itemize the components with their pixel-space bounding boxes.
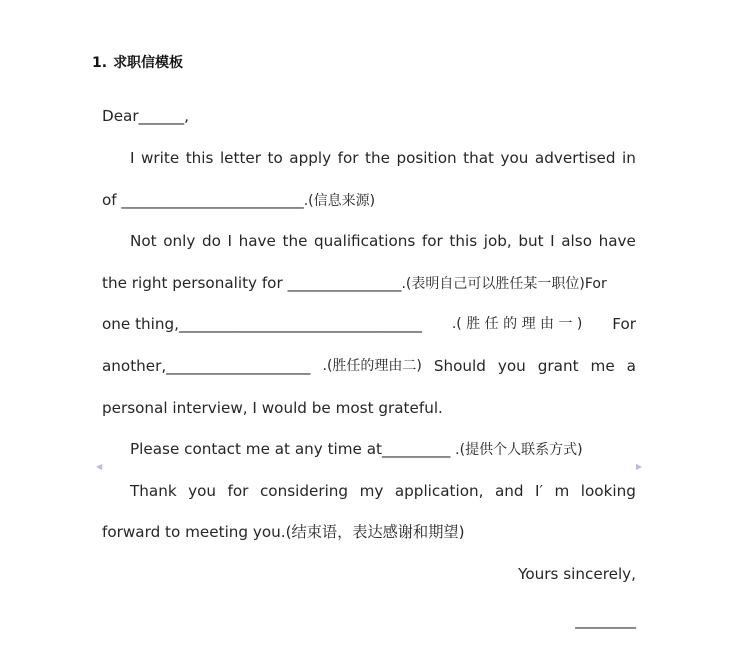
source-note: .(信息来源): [303, 193, 376, 209]
p2-line1-word: also: [561, 232, 592, 250]
right-margin-marker: ▶: [636, 462, 643, 471]
p2-line1-word: have: [598, 232, 636, 250]
p2-line2-text: the right personality for: [102, 274, 283, 292]
p2-line1-word: only: [163, 232, 196, 250]
p2-line1-word: qualifications: [314, 232, 416, 250]
heading-number: 1.: [92, 55, 108, 71]
paragraph-2-line-2: [102, 273, 636, 294]
p1-line1-word: the: [365, 149, 390, 167]
paragraph-4-line-1: [130, 481, 636, 501]
p1-line1-word: apply: [289, 149, 332, 167]
p4-line1-word: my: [359, 482, 384, 500]
signature-blank: ________: [575, 611, 636, 629]
contact-blank: _________: [381, 440, 451, 458]
paragraph-1-line-1: [130, 148, 636, 168]
reason-two-blank: ___________________: [166, 357, 311, 375]
p2-line4-word: a: [626, 357, 636, 375]
p1-line2-start: of: [102, 191, 117, 209]
p1-line1-word: advertised: [534, 149, 616, 167]
contact-note: .(提供个人联系方式): [455, 442, 583, 458]
p1-line1-word: in: [622, 149, 636, 167]
reason-one-note: .( 胜 任 的 理 由 一 ): [451, 316, 583, 332]
source-blank: ________________________: [121, 191, 304, 209]
p4-line1-word: and: [494, 482, 524, 500]
p2-line4-start: another,: [102, 357, 167, 375]
p2-line1-word: for: [421, 232, 443, 250]
p1-line1-word: that: [463, 149, 494, 167]
p2-line1-word: but: [518, 232, 544, 250]
p3-text: Please contact me at any time at: [130, 440, 382, 458]
p4-line1-word: I′: [535, 482, 543, 500]
p2-line1-word: I: [550, 232, 555, 250]
p1-line1-word: letter: [219, 149, 261, 167]
p4-line1-word: application,: [394, 482, 484, 500]
reason-two-note: .(胜任的理由二): [322, 358, 422, 374]
p2-line1-word: job,: [483, 232, 512, 250]
paragraph-1-line-2: [102, 190, 636, 211]
p2-line4-word: Should: [433, 357, 486, 375]
p2-line3-end: For: [612, 315, 636, 333]
position-note: .(表明自己可以胜任某一职位)For: [401, 276, 607, 292]
p1-line1-word: you: [500, 149, 529, 167]
paragraph-4-line-2: forward to meeting you.(结束语，表达感谢和期望): [102, 523, 465, 541]
p2-line3-start: one thing,: [102, 315, 179, 333]
paragraph-3: [130, 439, 636, 460]
p2-line4-word: grant: [537, 357, 579, 375]
p1-line1-word: to: [267, 149, 283, 167]
p4-line1-word: Thank: [130, 482, 177, 500]
paragraph-2-line-5: personal interview, I would be most grateful.: [102, 399, 443, 417]
p1-line1-word: this: [185, 149, 214, 167]
p4-line1-word: for: [227, 482, 249, 500]
p2-line4-word: me: [590, 357, 615, 375]
closing: Yours sincerely,: [518, 565, 636, 583]
heading-title: 求职信模板: [113, 55, 184, 71]
p1-line1-word: position: [396, 149, 457, 167]
p1-line1-word: write: [141, 149, 180, 167]
p2-line1-word: have: [238, 232, 276, 250]
p1-line1-word: I: [130, 149, 135, 167]
reason-one-blank: ________________________________: [178, 315, 422, 333]
paragraph-2-line-4: [102, 356, 636, 376]
section-heading: [92, 52, 183, 72]
p1-line1-word: for: [337, 149, 359, 167]
p4-line1-word: you: [188, 482, 217, 500]
p4-line1-word: considering: [259, 482, 349, 500]
paragraph-2-line-1: [130, 231, 636, 251]
left-margin-marker: ◀: [96, 462, 103, 471]
salutation: Dear______,: [102, 107, 189, 125]
p4-line1-word: m: [554, 482, 570, 500]
paragraph-2-line-3: [102, 314, 636, 334]
p2-line1-word: Not: [130, 232, 157, 250]
p2-line1-word: the: [282, 232, 308, 250]
p2-line4-word: you: [497, 357, 526, 375]
position-blank: _______________: [287, 274, 402, 292]
p2-line1-word: do: [201, 232, 221, 250]
p2-line1-word: I: [227, 232, 232, 250]
p4-line1-word: looking: [580, 482, 636, 500]
p2-line1-word: this: [449, 232, 478, 250]
